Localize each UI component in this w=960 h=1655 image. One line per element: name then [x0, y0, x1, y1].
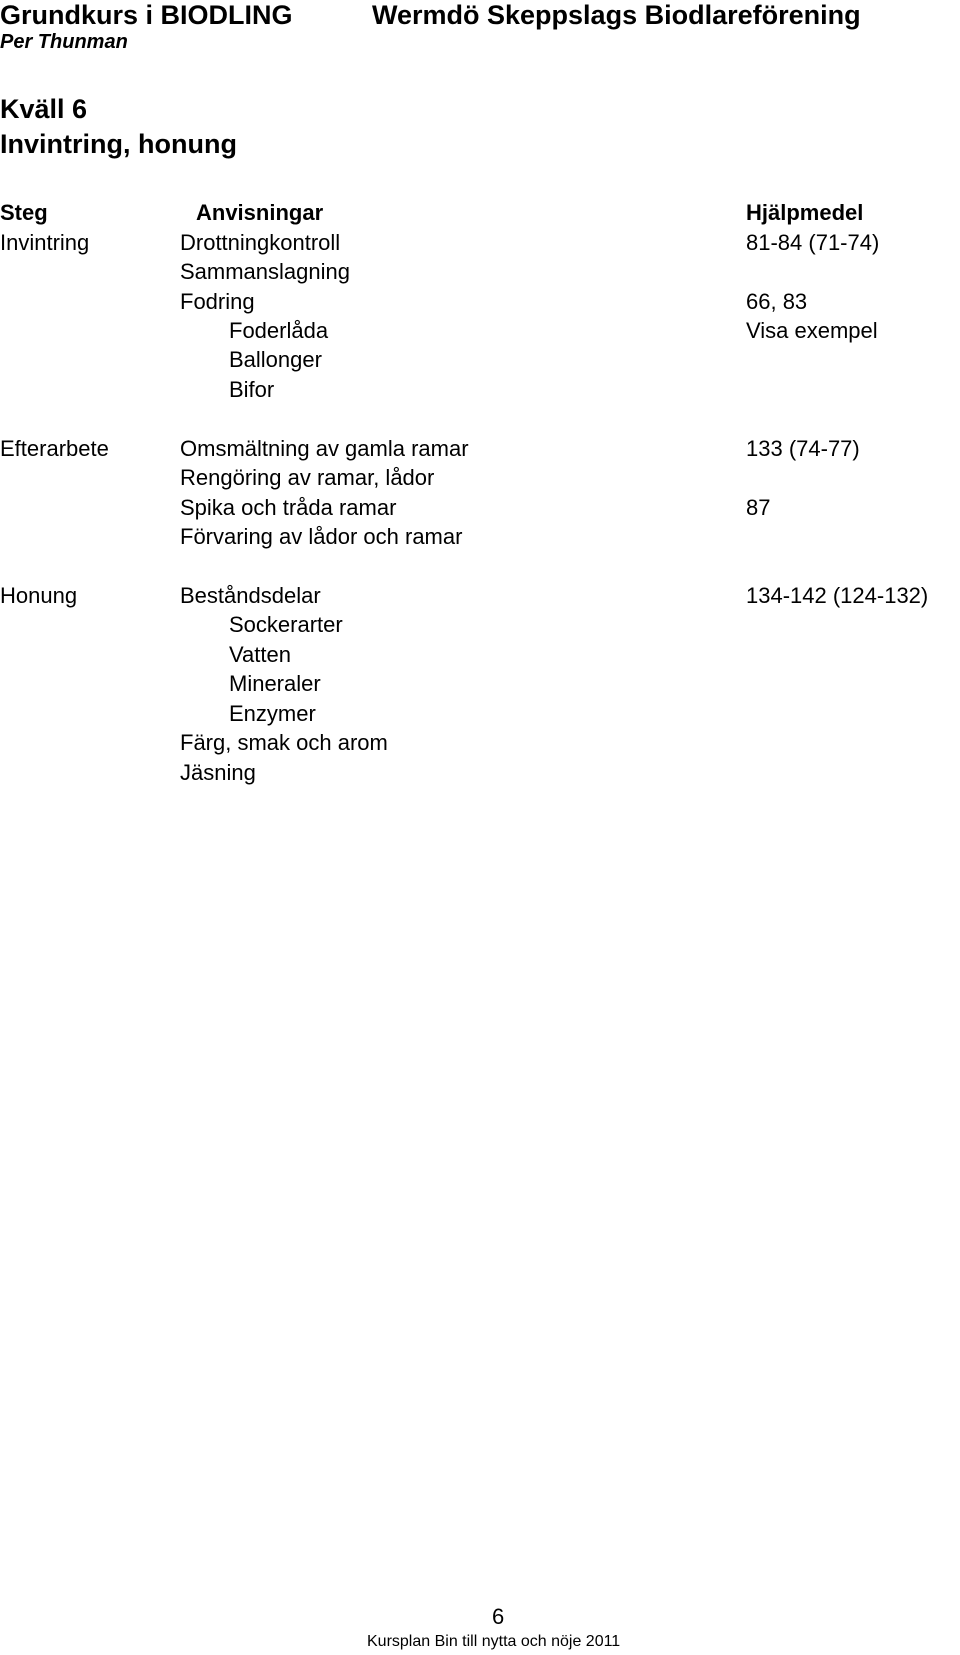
- table-row: [0, 640, 960, 670]
- cell-anvisning: Sammanslagning: [180, 259, 350, 284]
- organization-name: Wermdö Skeppslags Biodlareförening: [372, 0, 861, 30]
- table-row: [0, 610, 960, 640]
- author-name: Per Thunman: [0, 31, 128, 53]
- column-header-hjalpmedel: Hjälpmedel: [746, 200, 864, 225]
- cell-anvisning: Färg, smak och arom: [180, 730, 388, 755]
- table-row: [0, 316, 960, 346]
- lesson-number: Kväll 6: [0, 94, 88, 124]
- cell-anvisning: Sockerarter: [229, 612, 343, 637]
- document-title: Grundkurs i BIODLING: [0, 0, 293, 30]
- table-row: [0, 228, 960, 258]
- cell-hjalpmedel: 66, 83: [746, 289, 808, 314]
- cell-hjalpmedel: 133 (74-77): [746, 436, 860, 461]
- cell-anvisning: Beståndsdelar: [180, 583, 321, 608]
- table-row: [0, 669, 960, 699]
- column-header-anvisningar: Anvisningar: [196, 200, 324, 225]
- footer-text: Kursplan Bin till nytta och nöje 2011: [367, 1633, 621, 1650]
- cell-anvisning: Rengöring av ramar, lådor: [180, 465, 435, 490]
- cell-anvisning: Förvaring av lådor och ramar: [180, 524, 463, 549]
- page-number: 6: [492, 1604, 505, 1629]
- cell-steg: Honung: [0, 583, 78, 608]
- table-row: [0, 375, 960, 405]
- cell-anvisning: Omsmältning av gamla ramar: [180, 436, 469, 461]
- lesson-topic: Invintring, honung: [0, 129, 237, 159]
- cell-anvisning: Foderlåda: [229, 318, 329, 343]
- cell-steg: Invintring: [0, 230, 90, 255]
- cell-hjalpmedel: 81-84 (71-74): [746, 230, 880, 255]
- table-row: [0, 758, 960, 788]
- cell-anvisning: Vatten: [229, 642, 291, 667]
- cell-anvisning: Mineraler: [229, 671, 321, 696]
- cell-anvisning: Spika och tråda ramar: [180, 495, 397, 520]
- cell-anvisning: Fodring: [180, 289, 255, 314]
- table-row: [0, 699, 960, 729]
- cell-anvisning: Bifor: [229, 377, 275, 402]
- table-row: [0, 522, 960, 552]
- cell-anvisning: Ballonger: [229, 347, 322, 372]
- table-row: [0, 581, 960, 611]
- cell-anvisning: Drottningkontroll: [180, 230, 341, 255]
- table-header: [0, 198, 960, 228]
- table-row: [0, 728, 960, 758]
- table-row: [0, 493, 960, 523]
- cell-anvisning: Jäsning: [180, 760, 256, 785]
- table-row: [0, 463, 960, 493]
- table-row: [0, 434, 960, 464]
- cell-hjalpmedel: Visa exempel: [746, 318, 878, 343]
- cell-anvisning: Enzymer: [229, 701, 316, 726]
- column-header-steg: Steg: [0, 200, 48, 225]
- table-row: [0, 345, 960, 375]
- cell-hjalpmedel: 134-142 (124-132): [746, 583, 929, 608]
- cell-hjalpmedel: 87: [746, 495, 771, 520]
- table-row: [0, 287, 960, 317]
- table-row: [0, 257, 960, 287]
- cell-steg: Efterarbete: [0, 436, 109, 461]
